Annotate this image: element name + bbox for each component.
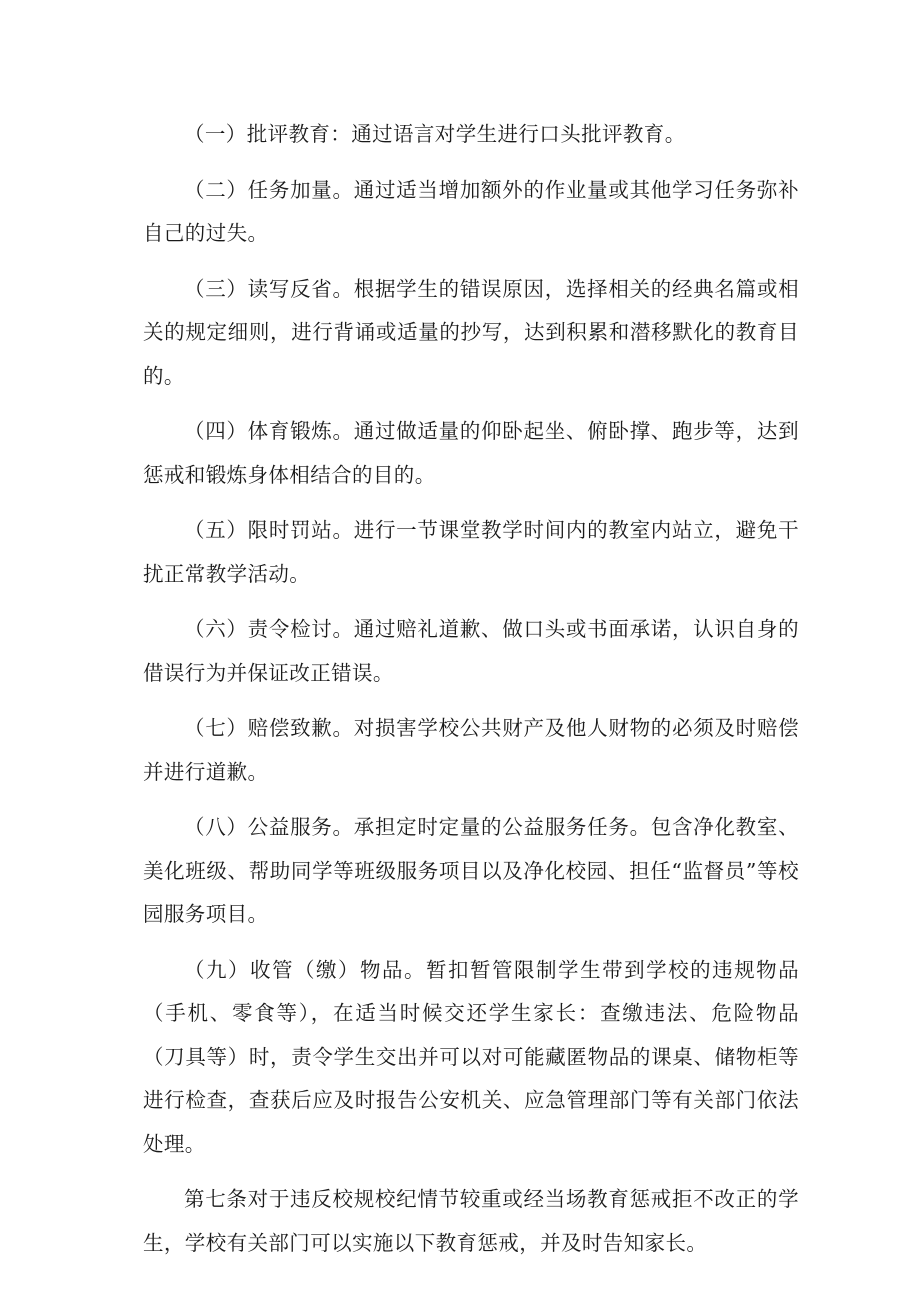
paragraph-item-5: （五）限时罚站。进行一节课堂教学时间内的教室内站立，避免干扰正常教学活动。 bbox=[143, 518, 799, 586]
paragraph-article-7: 第七条对于违反校规校纪情节较重或经当场教育惩戒拒不改正的学生，学校有关部门可以实施以下教育惩戒，并及时告知家长。 bbox=[143, 1187, 799, 1255]
paragraph-item-6: （六）责令检讨。通过赔礼道歉、做口头或书面承诺，认识自身的借误行为并保证改正错误。 bbox=[143, 617, 799, 685]
paragraph-item-2: （二）任务加量。通过适当增加额外的作业量或其他学习任务弥补自己的过失。 bbox=[143, 177, 799, 245]
paragraph-item-9: （九）收管（缴）物品。暂扣暂管限制学生带到学校的违规物品（手机、零食等），在适当时候交还学生家长：查缴违法、危险物品（刀具等）时，责令学生交出并可以对可能藏匿物品的课桌、储物柜等进行检查，查获后应及时报告公安机关、应急管理部门等有关部门依法处理。 bbox=[143, 957, 799, 1156]
paragraph-item-7: （七）赔偿致歉。对损害学校公共财产及他人财物的必须及时赔偿并进行道歉。 bbox=[143, 716, 799, 784]
paragraph-item-3: （三）读写反省。根据学生的错误原因，选择相关的经典名篇或相关的规定细则，进行背诵或适量的抄写，达到积累和潜移默化的教育目的。 bbox=[143, 276, 799, 388]
paragraph-item-8: （八）公益服务。承担定时定量的公益服务任务。包含净化教室、美化班级、帮助同学等班级服务项目以及净化校园、担任“监督员”等校园服务项目。 bbox=[143, 815, 799, 926]
paragraph-item-4: （四）体育锻炼。通过做适量的仰卧起坐、俯卧撑、跑步等，达到惩戒和锻炼身体相结合的目的。 bbox=[143, 419, 799, 487]
document-body bbox=[143, 113, 799, 1277]
paragraph-item-1: （一）批评教育：通过语言对学生进行口头批评教育。 bbox=[184, 122, 686, 146]
